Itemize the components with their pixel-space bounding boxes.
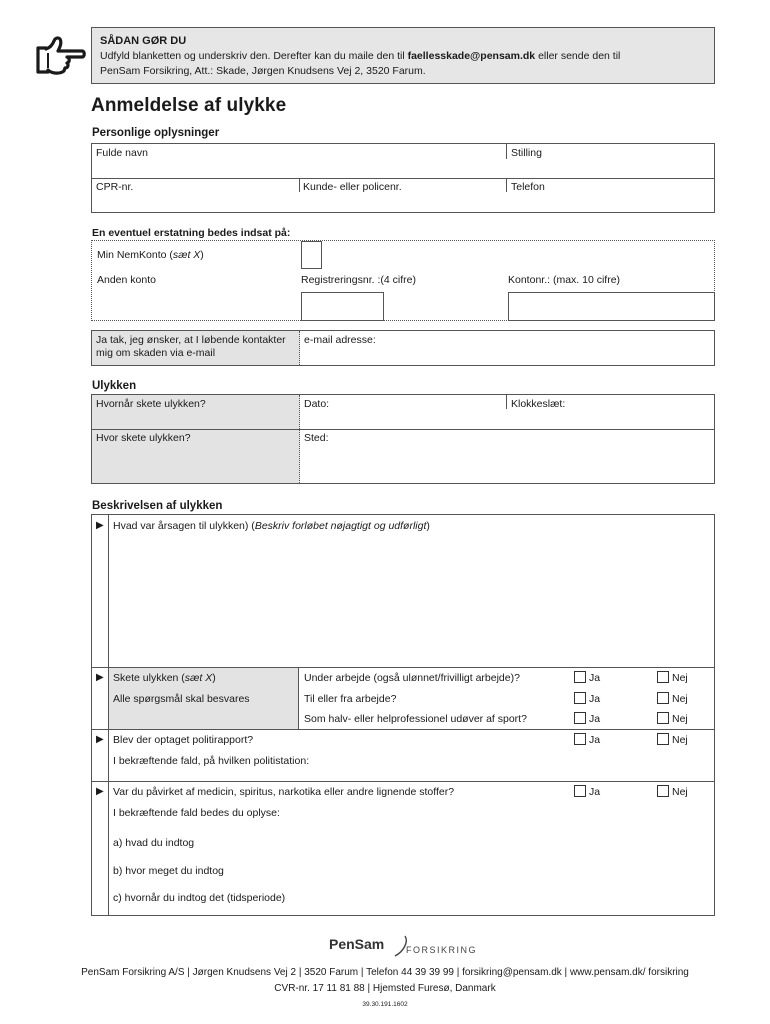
accident-table: [91, 394, 715, 484]
personal-info-table: [91, 143, 715, 213]
what-consumed-label: a) hvad du indtog: [113, 837, 195, 849]
influence-followup-label: I bekræftende fald bedes du oplyse:: [113, 807, 280, 819]
yes-label: Ja: [589, 713, 601, 725]
police-no-checkbox[interactable]: [657, 733, 669, 745]
full-name-label: Fulde navn: [96, 147, 148, 159]
work-yes-checkbox[interactable]: [574, 671, 586, 683]
play-triangle-icon: ▶: [96, 734, 104, 745]
instructions-heading: SÅDAN GØR DU: [100, 35, 187, 47]
full-name-field[interactable]: [94, 146, 504, 176]
how-much-label: b) hvor meget du indtog: [113, 865, 224, 877]
email-consent-table: [91, 330, 715, 366]
email-address-field[interactable]: [302, 347, 712, 364]
instructions-line-1: Udfyld blanketten og underskriv den. Derefter kan du maile den til faellesskade@pensam.dk eller sende den til: [100, 50, 621, 62]
influence-no-checkbox[interactable]: [657, 785, 669, 797]
customer-policy-field[interactable]: [301, 180, 505, 210]
influence-question: Var du påvirket af medicin, spiritus, narkotika eller andre lignende stoffer?: [113, 786, 455, 798]
police-yes-checkbox[interactable]: [574, 733, 586, 745]
instructions-line-2: PenSam Forsikring, Att.: Skade, Jørgen Knudsens Vej 2, 3520 Farum.: [100, 65, 426, 77]
place-label: Sted:: [304, 432, 329, 444]
payout-heading: En eventuel erstatning bedes indsat på:: [92, 227, 291, 239]
claims-email[interactable]: faellesskade@pensam.dk: [407, 50, 536, 62]
sport-yes-checkbox[interactable]: [574, 712, 586, 724]
email-address-label: e-mail adresse:: [304, 334, 376, 346]
cpr-field[interactable]: [94, 180, 298, 210]
nemkonto-label: Min NemKonto (sæt X): [97, 249, 204, 261]
no-label: Nej: [672, 672, 688, 684]
form-code: 39.30.191.1602: [362, 1001, 408, 1008]
commute-no-checkbox[interactable]: [657, 692, 669, 704]
position-label: Stilling: [511, 147, 542, 159]
instructions-box: [91, 27, 715, 84]
email-consent-line-2: mig om skaden via e-mail: [96, 347, 216, 359]
police-followup-label: I bekræftende fald, på hvilken politistation:: [113, 755, 310, 767]
page-title: Anmeldelse af ulykke: [91, 95, 287, 116]
yes-label: Ja: [589, 672, 601, 684]
when-consumed-label: c) hvornår du indtog det (tidsperiode): [113, 892, 286, 904]
pointing-hand-icon: [32, 34, 86, 78]
time-field[interactable]: [510, 411, 712, 427]
no-label: Nej: [672, 786, 688, 798]
description-heading: Beskrivelsen af ulykken: [92, 500, 223, 512]
play-triangle-icon: ▶: [96, 786, 104, 797]
footer-email[interactable]: forsikring@pensam.dk: [462, 967, 562, 978]
footer-address: PenSam Forsikring A/S | Jørgen Knudsens Vej 2 | 3520 Farum | Telefon 44 39 39 99 | forsikring@pensam.dk | www.pensam.dk/ forsikring: [81, 967, 689, 978]
position-field[interactable]: [508, 146, 712, 176]
no-label: Nej: [672, 713, 688, 725]
cause-label: Hvad var årsagen til ulykken) (Beskriv forløbet nøjagtigt og udførligt): [113, 520, 430, 532]
yes-label: Ja: [589, 734, 601, 746]
cpr-label: CPR-nr.: [96, 181, 134, 193]
no-label: Nej: [672, 734, 688, 746]
play-triangle-icon: ▶: [96, 672, 104, 683]
place-field[interactable]: [302, 445, 712, 481]
where-label: Hvor skete ulykken?: [96, 432, 191, 444]
footer-cvr: CVR-nr. 17 11 81 88 | Hjemsted Furesø, Danmark: [274, 983, 496, 994]
yes-label: Ja: [589, 786, 601, 798]
play-triangle-icon: ▶: [96, 520, 104, 531]
influence-yes-checkbox[interactable]: [574, 785, 586, 797]
nemkonto-checkbox[interactable]: [301, 241, 322, 269]
pensam-logo: PenSam FORSIKRING: [329, 936, 489, 962]
phone-label: Telefon: [511, 181, 545, 193]
commute-yes-checkbox[interactable]: [574, 692, 586, 704]
no-label: Nej: [672, 693, 688, 705]
q-work-label: Under arbejde (også ulønnet/frivilligt arbejde)?: [304, 672, 520, 684]
personal-info-heading: Personlige oplysninger: [92, 127, 220, 139]
happened-label: Skete ulykken (sæt X): [113, 672, 216, 684]
other-account-label: Anden konto: [97, 274, 156, 286]
phone-field[interactable]: [508, 180, 712, 210]
footer-website[interactable]: www.pensam.dk/ forsikring: [569, 967, 689, 978]
time-label: Klokkeslæt:: [511, 398, 566, 410]
email-consent-line-1: Ja tak, jeg ønsker, at I løbende kontakter: [96, 334, 286, 346]
q-commute-label: Til eller fra arbejde?: [304, 693, 397, 705]
q-sport-label: Som halv- eller helprofessionel udøver af sport?: [304, 713, 527, 725]
yes-label: Ja: [589, 693, 601, 705]
reg-no-field[interactable]: [301, 292, 384, 321]
cause-field[interactable]: [110, 535, 712, 665]
reg-no-label: Registreringsnr. :(4 cifre): [301, 274, 416, 286]
accident-heading: Ulykken: [92, 380, 137, 392]
account-no-field[interactable]: [508, 292, 715, 321]
payout-section: [91, 240, 715, 321]
customer-policy-label: Kunde- eller policenr.: [303, 181, 402, 193]
all-questions-label: Alle spørgsmål skal besvares: [113, 693, 250, 705]
account-no-label: Kontonr.: (max. 10 cifre): [508, 274, 621, 286]
work-no-checkbox[interactable]: [657, 671, 669, 683]
date-field[interactable]: [302, 411, 502, 427]
police-question: Blev der optaget politirapport?: [113, 734, 254, 746]
sport-no-checkbox[interactable]: [657, 712, 669, 724]
description-table: [91, 514, 715, 916]
when-label: Hvornår skete ulykken?: [96, 398, 206, 410]
date-label: Dato:: [304, 398, 330, 410]
